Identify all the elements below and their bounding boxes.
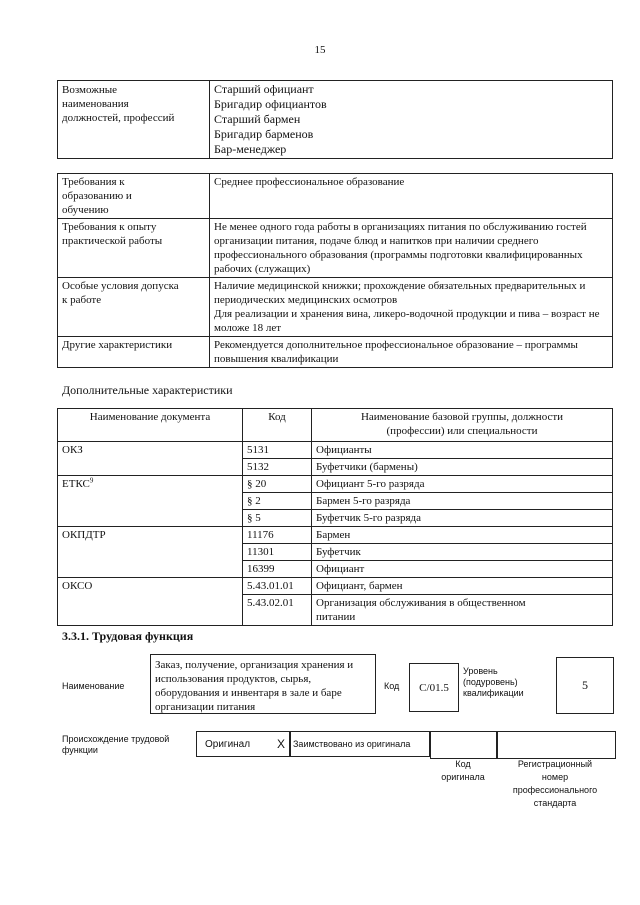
doc-okz: ОКЗ [58, 442, 243, 476]
positions-table [57, 80, 613, 159]
code-cell: 5131 [243, 442, 312, 459]
positions-list [210, 81, 613, 159]
labor-function-title: 3.3.1. Трудовая функция [62, 629, 194, 643]
requirement-label: Особые условия допуска к работе [58, 278, 210, 337]
doc-okpdtr: ОКПДТР [58, 527, 243, 578]
requirement-label: Требования к образованию и обучению [58, 174, 210, 219]
reg-number-box [496, 731, 616, 759]
requirement-row [58, 219, 613, 278]
additional-table [57, 408, 613, 626]
function-code-box: C/01.5 [409, 663, 459, 712]
original-box [196, 731, 290, 757]
requirement-value: Наличие медицинской книжки; прохождение обязательных предварительных и периодических медицинских осмотров Для реализации и хранения вина, ликеро-водочной продукции и пива – возраст не моложе 18 лет [210, 278, 613, 337]
name-cell: Официант 5-го разряда [312, 476, 613, 493]
position-title: Бригадир барменов [214, 127, 314, 141]
footnote-mark: 9 [89, 476, 94, 485]
table-row [58, 578, 613, 595]
code-cell: 11301 [243, 544, 312, 561]
additional-title: Дополнительные характеристики [62, 383, 233, 397]
header-doc: Наименование документа [58, 409, 243, 442]
code-cell: § 20 [243, 476, 312, 493]
name-cell: Буфетчики (бармены) [312, 459, 613, 476]
requirement-row [58, 174, 613, 219]
table-header-row [58, 409, 613, 442]
requirement-row [58, 337, 613, 368]
original-code-box [430, 731, 498, 759]
requirement-row [58, 278, 613, 337]
name-cell: Официант [312, 561, 613, 578]
requirement-value: Рекомендуется дополнительное профессиональное образование – программы повышения квалификации [210, 337, 613, 368]
positions-label: Возможные наименования должностей, профессий [58, 81, 210, 159]
origin-label: Происхождение трудовой функции [62, 734, 170, 755]
position-title: Старший официант [214, 82, 314, 96]
position-title: Бригадир официантов [214, 97, 327, 111]
name-cell: Буфетчик 5-го разряда [312, 510, 613, 527]
table-row [58, 527, 613, 544]
position-title: Бар-менеджер [214, 142, 287, 156]
requirement-value: Среднее профессиональное образование [210, 174, 613, 219]
table-row [58, 476, 613, 493]
requirement-label: Другие характеристики [58, 337, 210, 368]
doc-etks-label: ЕТКС [62, 478, 90, 490]
original-code-label: Код оригинала [441, 759, 485, 782]
code-cell: 11176 [243, 527, 312, 544]
doc-etks [58, 476, 243, 527]
original-mark: X [276, 737, 285, 751]
code-cell: 5132 [243, 459, 312, 476]
code-cell: § 5 [243, 510, 312, 527]
name-cell: Бармен 5-го разряда [312, 493, 613, 510]
header-name: Наименование базовой группы, должности (профессии) или специальности [312, 409, 613, 442]
function-name-box: Заказ, получение, организация хранения и использования продуктов, сырья, оборудования и инвентаря в зале и баре организации питания [150, 654, 376, 714]
position-title: Старший бармен [214, 112, 301, 126]
requirement-label: Требования к опыту практической работы [58, 219, 210, 278]
table-row [58, 442, 613, 459]
borrowed-box: Заимствовано из оригинала [290, 731, 430, 757]
name-cell: Бармен [312, 527, 613, 544]
code-cell: § 2 [243, 493, 312, 510]
code-cell: 5.43.02.01 [243, 595, 312, 626]
code-cell: 5.43.01.01 [243, 578, 312, 595]
name-label: Наименование [62, 681, 125, 691]
requirement-value: Не менее одного года работы в организациях питания по обслуживанию гостей организации питания, подаче блюд и напитков при наличии среднего профессионального образования (программы подготовки квалифицированных рабочих (служащих) [210, 219, 613, 278]
qualification-level-label: Уровень (подуровень) квалификации [463, 666, 524, 698]
code-cell: 16399 [243, 561, 312, 578]
code-label: Код [384, 681, 400, 691]
positions-row [58, 81, 613, 159]
original-label: Оригинал [205, 738, 251, 750]
name-cell: Организация обслуживания в общественном питании [312, 595, 613, 626]
doc-okso: ОКСО [58, 578, 243, 626]
reg-number-label: Регистрационный номер профессионального стандарта [512, 759, 598, 808]
name-cell: Буфетчик [312, 544, 613, 561]
header-code: Код [243, 409, 312, 442]
name-cell: Официант, бармен [312, 578, 613, 595]
qualification-level-box: 5 [556, 657, 614, 714]
requirements-table [57, 173, 613, 368]
page-number: 15 [314, 44, 326, 56]
name-cell: Официанты [312, 442, 613, 459]
